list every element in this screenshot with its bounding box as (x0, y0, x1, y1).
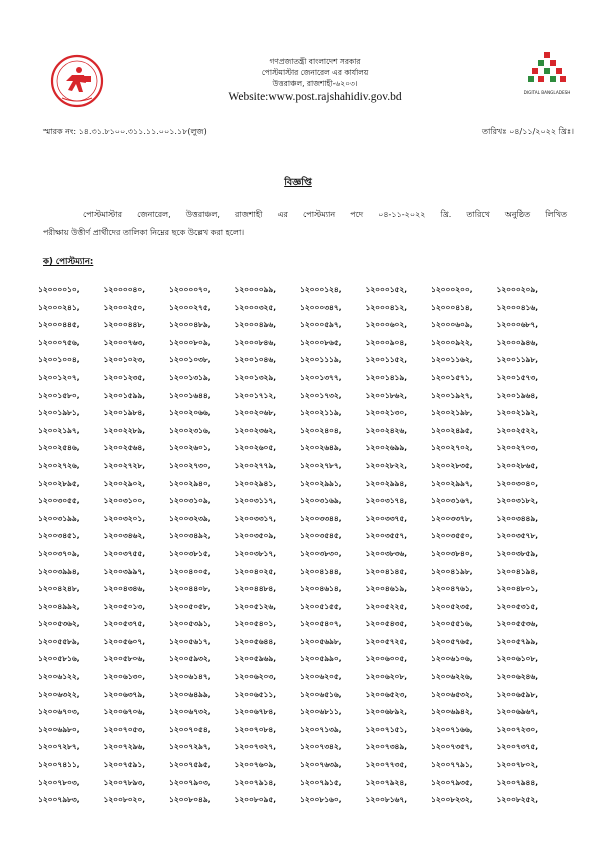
roll-number: ১২০০০৫৯৭, (300, 320, 342, 330)
roll-number: ১২০০৮১৬০, (300, 795, 342, 805)
roll-number: ১২০০০৪১২, (365, 302, 408, 312)
roll-number: ১২০০১৭১২, (234, 390, 277, 400)
roll-number: ১২০০০৭৬৩, (103, 337, 146, 347)
roll-number: ১২০০১২৩৫, (103, 372, 146, 382)
roll-number: ১২০০৮২৩২, (431, 795, 473, 805)
roll-number: ১২০০৩১৬৭, (431, 496, 473, 506)
roll-number: ১২০০০২৫০, (103, 302, 146, 312)
roll-number: ১২০০১৩১৯, (169, 372, 211, 382)
roll-number: ১২০০১০২৩, (103, 355, 146, 365)
roll-number: ১২০০৩৪৫১, (38, 531, 80, 541)
roll-number: ১২০০৮০২০, (103, 795, 146, 805)
roll-number: ১২০০৭৯০৩, (169, 777, 211, 787)
roll-number: ১২০০৭১৩৯, (300, 724, 342, 734)
roll-number: ১২০০১৬৪৪, (169, 390, 211, 400)
roll-number: ১২০০১৯৬৪, (496, 390, 539, 400)
roll-number: ১২০০৩৭০৯, (38, 548, 80, 558)
roll-number: ১২০০২৮৬৫, (496, 460, 539, 470)
roll-number: ১২০০১৩২৯, (234, 372, 277, 382)
roll-number: ১২০০৩৫৪৫, (300, 531, 342, 541)
roll-number: ১২০০৫৩৬২, (38, 619, 80, 629)
roll-number: ১২০০৬৭০৬, (103, 707, 146, 717)
roll-number: ১২০০৪১৯৪, (496, 566, 539, 576)
roll-number: ১২০০৩৮১৫, (169, 548, 211, 558)
roll-number: ১২০০৬১৪৭, (169, 672, 211, 682)
roll-number: ১২০০৬০০৫, (365, 654, 408, 664)
roll-number: ১২০০৩৯৯৭, (103, 566, 146, 576)
roll-number: ১২০০৩৫৫৭, (365, 531, 408, 541)
roll-number: ১২০০২৫৬৪, (103, 443, 146, 453)
roll-number: ১২০০৪৬১৪, (300, 584, 342, 594)
roll-number: ১২০০৩৩৭৫, (365, 513, 408, 523)
roll-number: ১২০০৬৮৯২, (365, 707, 408, 717)
roll-number: ১২০০৪১৪৫, (365, 566, 408, 576)
digital-bangladesh-label: DIGITAL BANGLADESH (524, 90, 570, 95)
roll-number: ১২০০৭৬৩৯, (300, 760, 342, 770)
roll-number: ১২০০১৪১৯, (365, 372, 408, 382)
roll-number: ১২০০২৮৯৫, (38, 478, 80, 488)
roll-number: ১২০০৩১০৯, (169, 496, 211, 506)
roll-number: ১২০০৭০৮৪, (234, 724, 277, 734)
roll-number: ১২০০০৩৪৭, (300, 302, 342, 312)
roll-number: ১২০০০৩২৫, (234, 302, 277, 312)
roll-number: ১২০০২৬৪৯, (300, 443, 342, 453)
roll-number: ১২০০৪৩৪৬, (103, 584, 146, 594)
roll-number: ১২০০০৯২২, (431, 337, 473, 347)
roll-number: ১২০০৫৭৬৫, (431, 636, 473, 646)
roll-number: ১২০০৪৯৯২, (38, 601, 80, 611)
roll-number: ১২০০৭২৯৬, (103, 742, 146, 752)
roll-number: ১২০০৫১২৬, (234, 601, 277, 611)
roll-number: ১২০০০৪৯৬, (234, 320, 277, 330)
roll-number: ১২০০৭৩২৭, (234, 742, 277, 752)
roll-number: ১২০০৬১০৬, (431, 654, 473, 664)
roll-number: ১২০০২২৮৯, (103, 425, 146, 435)
roll-number: ১২০০৬৯৪২, (431, 707, 473, 717)
roll-number: ১২০০৭০৫৪, (169, 724, 211, 734)
roll-number: ১২০০২৯৯৭, (431, 478, 473, 488)
notice-paragraph (43, 206, 567, 242)
roll-number: ১২০০২৯০২, (103, 478, 146, 488)
roll-number-list (38, 281, 562, 809)
roll-number: ১২০০৫৯৯০, (300, 654, 342, 664)
roll-number: ১২০০৩৩৭৮, (431, 513, 473, 523)
roll-number: ১২০০৭৯৩৫, (431, 777, 473, 787)
letterhead (150, 56, 480, 105)
roll-number: ১২০০৩১৬৯, (300, 496, 342, 506)
roll-number: ১২০০১০৩৮, (169, 355, 211, 365)
roll-number: ১২০০০৪১৬, (496, 302, 539, 312)
roll-number: ১২০০২১৩০, (365, 408, 408, 418)
roll-number: ১২০০০৯০৪, (365, 337, 408, 347)
roll-number: ১২০০৪৪০৮, (169, 584, 211, 594)
roll-number: ১২০০৩৪৯২, (169, 531, 211, 541)
paragraph-line-1: পোস্টমাস্টার জেনারেল, উত্তরাঞ্চল, রাজশাহী এর পোস্টম্যান পদে ০৪-১১-২০২২ খ্রি. তারিখে অনুষ্ঠিত লিখিত (83, 210, 567, 219)
roll-number: ১২০০০০৪০, (103, 285, 146, 294)
roll-number: ১২০০৫১৫৫, (300, 601, 342, 611)
roll-number: ১২০০৩৮৩০, (300, 548, 342, 558)
memo-date: তারিখঃ ০৪/১১/২০২২ খ্রিঃ। (482, 127, 574, 136)
roll-number: ১২০০৫৫৮৯, (38, 636, 80, 646)
roll-number: ১২০০০১২৪, (300, 285, 342, 294)
roll-number: ১২০০৩৫০৯, (234, 531, 277, 541)
roll-number: ১২০০২১৯৮, (431, 408, 473, 418)
roll-number: ১২০০৬৪৯৯, (169, 689, 211, 699)
roll-number: ১২০০১১৫২, (365, 355, 408, 365)
roll-number: ১২০০০৬০২, (365, 320, 408, 330)
roll-number: ১২০০৭৮০৩, (38, 777, 80, 787)
roll-number: ১২০০৭৭৩৫, (365, 760, 408, 770)
roll-number: ১২০০২৭২৬, (38, 460, 80, 470)
roll-number: ১২০০২১১৯, (300, 408, 342, 418)
roll-number: ১২০০৬৭০৩, (38, 707, 80, 717)
roll-number: ১২০০২৯৪০, (169, 478, 211, 488)
roll-number: ১২০০৩৩৪৪, (300, 513, 342, 523)
paragraph-line-2: পরীক্ষায় উত্তীর্ণ প্রার্থীদের তালিকা নিম্নের ছকে উল্লেখ করা হলো। (43, 228, 245, 237)
roll-number: ১২০০৭২৯৭, (169, 742, 211, 752)
roll-number: ১২০০৭১৬৬, (431, 724, 473, 734)
roll-number: ১২০০৩২৩৯, (169, 513, 211, 523)
roll-number: ১২০০১০৪৬, (234, 355, 277, 365)
roll-number: ১২০০৫৫১৬, (431, 619, 473, 629)
roll-number: ১২০০৭৯২৪, (365, 777, 408, 787)
roll-number: ১২০০৬৯৬৭, (496, 707, 539, 717)
roll-number: ১২০০৭৬০৯, (234, 760, 277, 770)
roll-number: ১২০০৩৭৫৫, (103, 548, 146, 558)
roll-number: ১২০০৫৮০৬, (103, 654, 146, 664)
roll-number: ১২০০২৩৬২, (234, 425, 277, 435)
roll-number: ১২০০৭৭৯১, (431, 760, 473, 770)
roll-number: ১২০০৫৩১৫, (496, 601, 539, 611)
roll-number: ১২০০৭৫৯১, (103, 760, 146, 770)
roll-number: ১২০০৩১১৭, (234, 496, 277, 506)
roll-number: ১২০০০০১০, (38, 285, 80, 294)
roll-number: ১২০০০৮০৯, (169, 337, 211, 347)
roll-number: ১২০০৬১০৮, (496, 654, 539, 664)
roll-number: ১২০০৪১৪৪, (300, 566, 342, 576)
roll-number: ১২০০৭৩৫৭, (431, 742, 473, 752)
roll-number: ১২০০০০৯৯, (234, 285, 277, 294)
office-address: উত্তরাঞ্চল, রাজশাহী-৬২০৩। (272, 79, 358, 88)
roll-number: ১২০০৬৩২২, (38, 689, 80, 699)
roll-number: ১২০০২৭৭৯, (234, 460, 277, 470)
roll-number: ১২০০৩৮৪০, (431, 548, 473, 558)
roll-number: ১২০০৫০৫৮, (169, 601, 211, 611)
roll-number: ১২০০৫৬১৭, (169, 636, 211, 646)
roll-number: ১২০০০২৭৫, (169, 302, 211, 312)
roll-number: ১২০০১২০৭, (38, 372, 80, 382)
roll-number: ১২০০০৪৪৮, (103, 320, 146, 330)
roll-number: ১২০০২৪০৪, (300, 425, 342, 435)
roll-number: ১২০০৬৮১১, (300, 707, 342, 717)
roll-number: ১২০০৩১০০, (103, 496, 146, 506)
roll-number: ১২০০৩৫৫০, (431, 531, 473, 541)
roll-number: ১২০০১৫৮০, (38, 390, 80, 400)
roll-number: ১২০০৬৭৩২, (169, 707, 211, 717)
roll-number: ১২০০০৬৮৭, (496, 320, 539, 330)
roll-number: ১২০০০৭৫৬, (38, 337, 80, 347)
roll-number: ১২০০৮২৫২, (496, 795, 539, 805)
roll-number: ১২০০৬২৪৬, (496, 672, 539, 682)
notice-title: বিজ্ঞপ্তি (284, 177, 312, 188)
roll-number: ১২০০০৪১৪, (431, 302, 473, 312)
office-name: পোস্টমাস্টার জেনারেল এর কার্যালয় (261, 68, 369, 77)
roll-number: ১২০০৬৯৮০, (38, 724, 80, 734)
roll-number: ১২০০৭৯১৪, (234, 777, 277, 787)
roll-number: ১২০০১৫৭৩, (496, 372, 539, 382)
roll-number: ১২০০৬৫১১, (234, 689, 277, 699)
roll-number: ১২০০১৫৭১, (431, 372, 473, 382)
memo-reference: স্মারক নং: ১৪.৩১.৮১০০.৩১১.১১.০০১.১৮(লুজ) (43, 127, 207, 136)
roll-number: ১২০০৭১৫১, (365, 724, 408, 734)
roll-number: ১২০০২৯৯১, (300, 478, 342, 488)
roll-number: ১২০০০৬০৯, (431, 320, 473, 330)
roll-number: ১২০০৫৮১৬, (38, 654, 80, 664)
roll-number: ১২০০১৭৩২, (300, 390, 342, 400)
roll-number: ১২০০৩৮৩৬, (365, 548, 408, 558)
roll-number: ১২০০২৯৯৪, (365, 478, 408, 488)
roll-number: ১২০০৬১৩০, (103, 672, 146, 682)
roll-number: ১২০০৩১৯৯, (38, 513, 80, 523)
roll-number: ১২০০০৮৬৫, (300, 337, 342, 347)
roll-number: ১২০০৫২২৫, (365, 601, 408, 611)
roll-number: ১২০০২৩১৬, (169, 425, 211, 435)
roll-number: ১২০০০৪৪৫, (38, 320, 80, 330)
website-url: Website:www.post.rajshahidiv.gov.bd (228, 91, 402, 103)
bangladesh-post-logo-icon (50, 54, 104, 108)
roll-number: ১২০০৩২০১, (103, 513, 146, 523)
roll-number: ১২০০৬৭৮৪, (234, 707, 277, 717)
roll-number: ১২০০১৯৮৪, (103, 408, 146, 418)
roll-number: ১২০০২৬০৫, (234, 443, 277, 453)
roll-number: ১২০০৮১৬৭, (365, 795, 408, 805)
roll-number: ১২০০০২০০, (431, 285, 473, 294)
roll-number: ১২০০৬৫২৩, (365, 689, 408, 699)
roll-number: ১২০০৩০৪০, (496, 478, 539, 488)
roll-number: ১২০০৭৩৪৯, (365, 742, 408, 752)
roll-number: ১২০০৫৪০১, (234, 619, 277, 629)
roll-number: ১২০০১৯৮১, (38, 408, 80, 418)
roll-number: ১২০০২৭৮৭, (300, 460, 342, 470)
roll-number: ১২০০১৯২৭, (431, 390, 473, 400)
roll-number: ১২০০২৪২৬, (365, 425, 408, 435)
roll-number: ১২০০৩৮১৭, (234, 548, 277, 558)
roll-number: ১২০০৫৭২৫, (365, 636, 408, 646)
roll-number: ১২০০৭৯৪৪, (496, 777, 539, 787)
roll-number: ১২০০৫৭৯৯, (496, 636, 539, 646)
roll-number: ১২০০০৮৪৬, (234, 337, 277, 347)
roll-number: ১২০০৭২৮৭, (38, 742, 80, 752)
roll-number: ১২০০২১৯২, (496, 408, 539, 418)
roll-number: ১২০০০২০৯, (496, 285, 539, 294)
roll-number: ১২০০১৮৬২, (365, 390, 408, 400)
roll-number: ১২০০৪১৯৮, (431, 566, 473, 576)
roll-number: ১২০০২৬০১, (169, 443, 211, 453)
roll-number: ১২০০৮০৪৯, (169, 795, 211, 805)
roll-number: ১২০০৬৫৩২, (431, 689, 473, 699)
roll-number: ১২০০৮০৯৫, (234, 795, 277, 805)
roll-number: ১২০০০২৪১, (38, 302, 80, 312)
roll-number: ১২০০২৫২২, (496, 425, 539, 435)
roll-number: ১২০০৭৩৭৫, (496, 742, 539, 752)
roll-number: ১২০০২৪৯৫, (431, 425, 473, 435)
roll-number: ১২০০৩৯৯৪, (38, 566, 80, 576)
roll-number: ১২০০৫৬৯৮, (300, 636, 342, 646)
roll-number: ১২০০৫০১৩, (103, 601, 146, 611)
digital-bangladesh-logo-icon (524, 48, 570, 104)
roll-number: ১২০০৫৯৩২, (169, 654, 211, 664)
roll-number: ১২০০০৪৮৯, (169, 320, 211, 330)
roll-number: ১২০০০১৫২, (365, 285, 408, 294)
roll-number: ১২০০৫৩৭৫, (103, 619, 146, 629)
roll-number: ১২০০৬২০৫, (300, 672, 342, 682)
roll-number: ১২০০৩১৭৪, (365, 496, 408, 506)
roll-number: ১২০০৭৯১৫, (300, 777, 342, 787)
roll-number: ১২০০২৫৪৬, (38, 443, 80, 453)
roll-number: ১২০০৩৩১৭, (234, 513, 277, 523)
roll-number: ১২০০১১৯৮, (496, 355, 539, 365)
roll-number: ১২০০৩৫৭৮, (496, 531, 539, 541)
roll-number: ১২০০২৬৯৯, (365, 443, 408, 453)
roll-number: ১২০০২৭০২, (431, 443, 473, 453)
roll-number: ১২০০৭৩৪২, (300, 742, 342, 752)
roll-number: ১২০০২১৯৭, (38, 425, 80, 435)
roll-number: ১২০০৫৩৯১, (169, 619, 211, 629)
roll-number: ১২০০১৩৭৭, (300, 372, 342, 382)
roll-number: ১২০০৩৪৬২, (103, 531, 146, 541)
roll-number: ১২০০৭৪১১, (38, 760, 80, 770)
roll-number: ১২০০২০৬৮, (234, 408, 277, 418)
roll-number: ১২০০৬২০৮, (365, 672, 408, 682)
roll-number: ১২০০৬৫১৬, (300, 689, 342, 699)
roll-number: ১২০০৫৬০৭, (103, 636, 146, 646)
roll-number: ১২০০২৭২৮, (103, 460, 146, 470)
roll-number: ১২০০৬২২৬, (431, 672, 473, 682)
roll-number: ১২০০৫৪০৭, (300, 619, 342, 629)
roll-number: ১২০০১১১৯, (300, 355, 342, 365)
roll-number: ১২০০৬১২২, (38, 672, 80, 682)
roll-number: ১২০০৭০৫৩, (103, 724, 146, 734)
roll-number: ১২০০২৮২২, (365, 460, 408, 470)
roll-number: ১২০০৭৮০২, (496, 760, 539, 770)
roll-number: ১২০০৫৪৩৫, (365, 619, 408, 629)
roll-number: ১২০০৫৫৩৬, (496, 619, 539, 629)
roll-number: ১২০০২৭০৩, (496, 443, 539, 453)
roll-number: ১২০০৬৫৯৮, (496, 689, 539, 699)
roll-number: ১২০০০০৭০, (169, 285, 211, 294)
roll-number: ১২০০৭৮৯৩, (103, 777, 146, 787)
roll-number: ১২০০১১৬২, (431, 355, 473, 365)
roll-number: ১২০০০৯৪৬, (496, 337, 539, 347)
roll-number: ১২০০৪০২৫, (234, 566, 277, 576)
government-name: গণপ্রজাতন্ত্রী বাংলাদেশ সরকার (269, 57, 361, 66)
roll-number: ১২০০৫৬৪৪, (234, 636, 277, 646)
roll-number: ১২০০৬৩৭৯, (103, 689, 146, 699)
roll-number: ১২০০১৫৯৯, (103, 390, 146, 400)
roll-number: ১২০০৩৪৪৯, (496, 513, 539, 523)
roll-number: ১২০০৭৯৮৩, (38, 795, 80, 805)
roll-number: ১২০০৪৪৮৪, (234, 584, 277, 594)
section-heading: ক) পোস্টম্যান: (43, 257, 94, 267)
roll-number: ১২০০৪০০৫, (169, 566, 211, 576)
roll-number: ১২০০৪৭৬১, (431, 584, 473, 594)
roll-number: ১২০০৭৫৯৫, (169, 760, 211, 770)
roll-number: ১২০০২০৬৬, (169, 408, 211, 418)
roll-number: ১২০০৩৮৫৯, (496, 548, 539, 558)
roll-number: ১২০০৭২৩০, (496, 724, 539, 734)
roll-number: ১২০০১০০৪, (38, 355, 80, 365)
roll-number: ১২০০২৮৩৫, (431, 460, 473, 470)
roll-number: ১২০০৩০৫৫, (38, 496, 80, 506)
roll-number: ১২০০২৭৩০, (169, 460, 211, 470)
roll-number: ১২০০৫২৩৫, (431, 601, 473, 611)
roll-number: ১২০০৪৬১৯, (365, 584, 408, 594)
roll-number: ১২০০৪৮০১, (496, 584, 539, 594)
roll-number: ১২০০৫৯৬৯, (234, 654, 277, 664)
roll-number: ১২০০২৯৪১, (234, 478, 277, 488)
roll-number: ১২০০৪২৪৮, (38, 584, 80, 594)
roll-number: ১২০০৩১৮২, (496, 496, 539, 506)
roll-number: ১২০০৬২০৩, (234, 672, 277, 682)
